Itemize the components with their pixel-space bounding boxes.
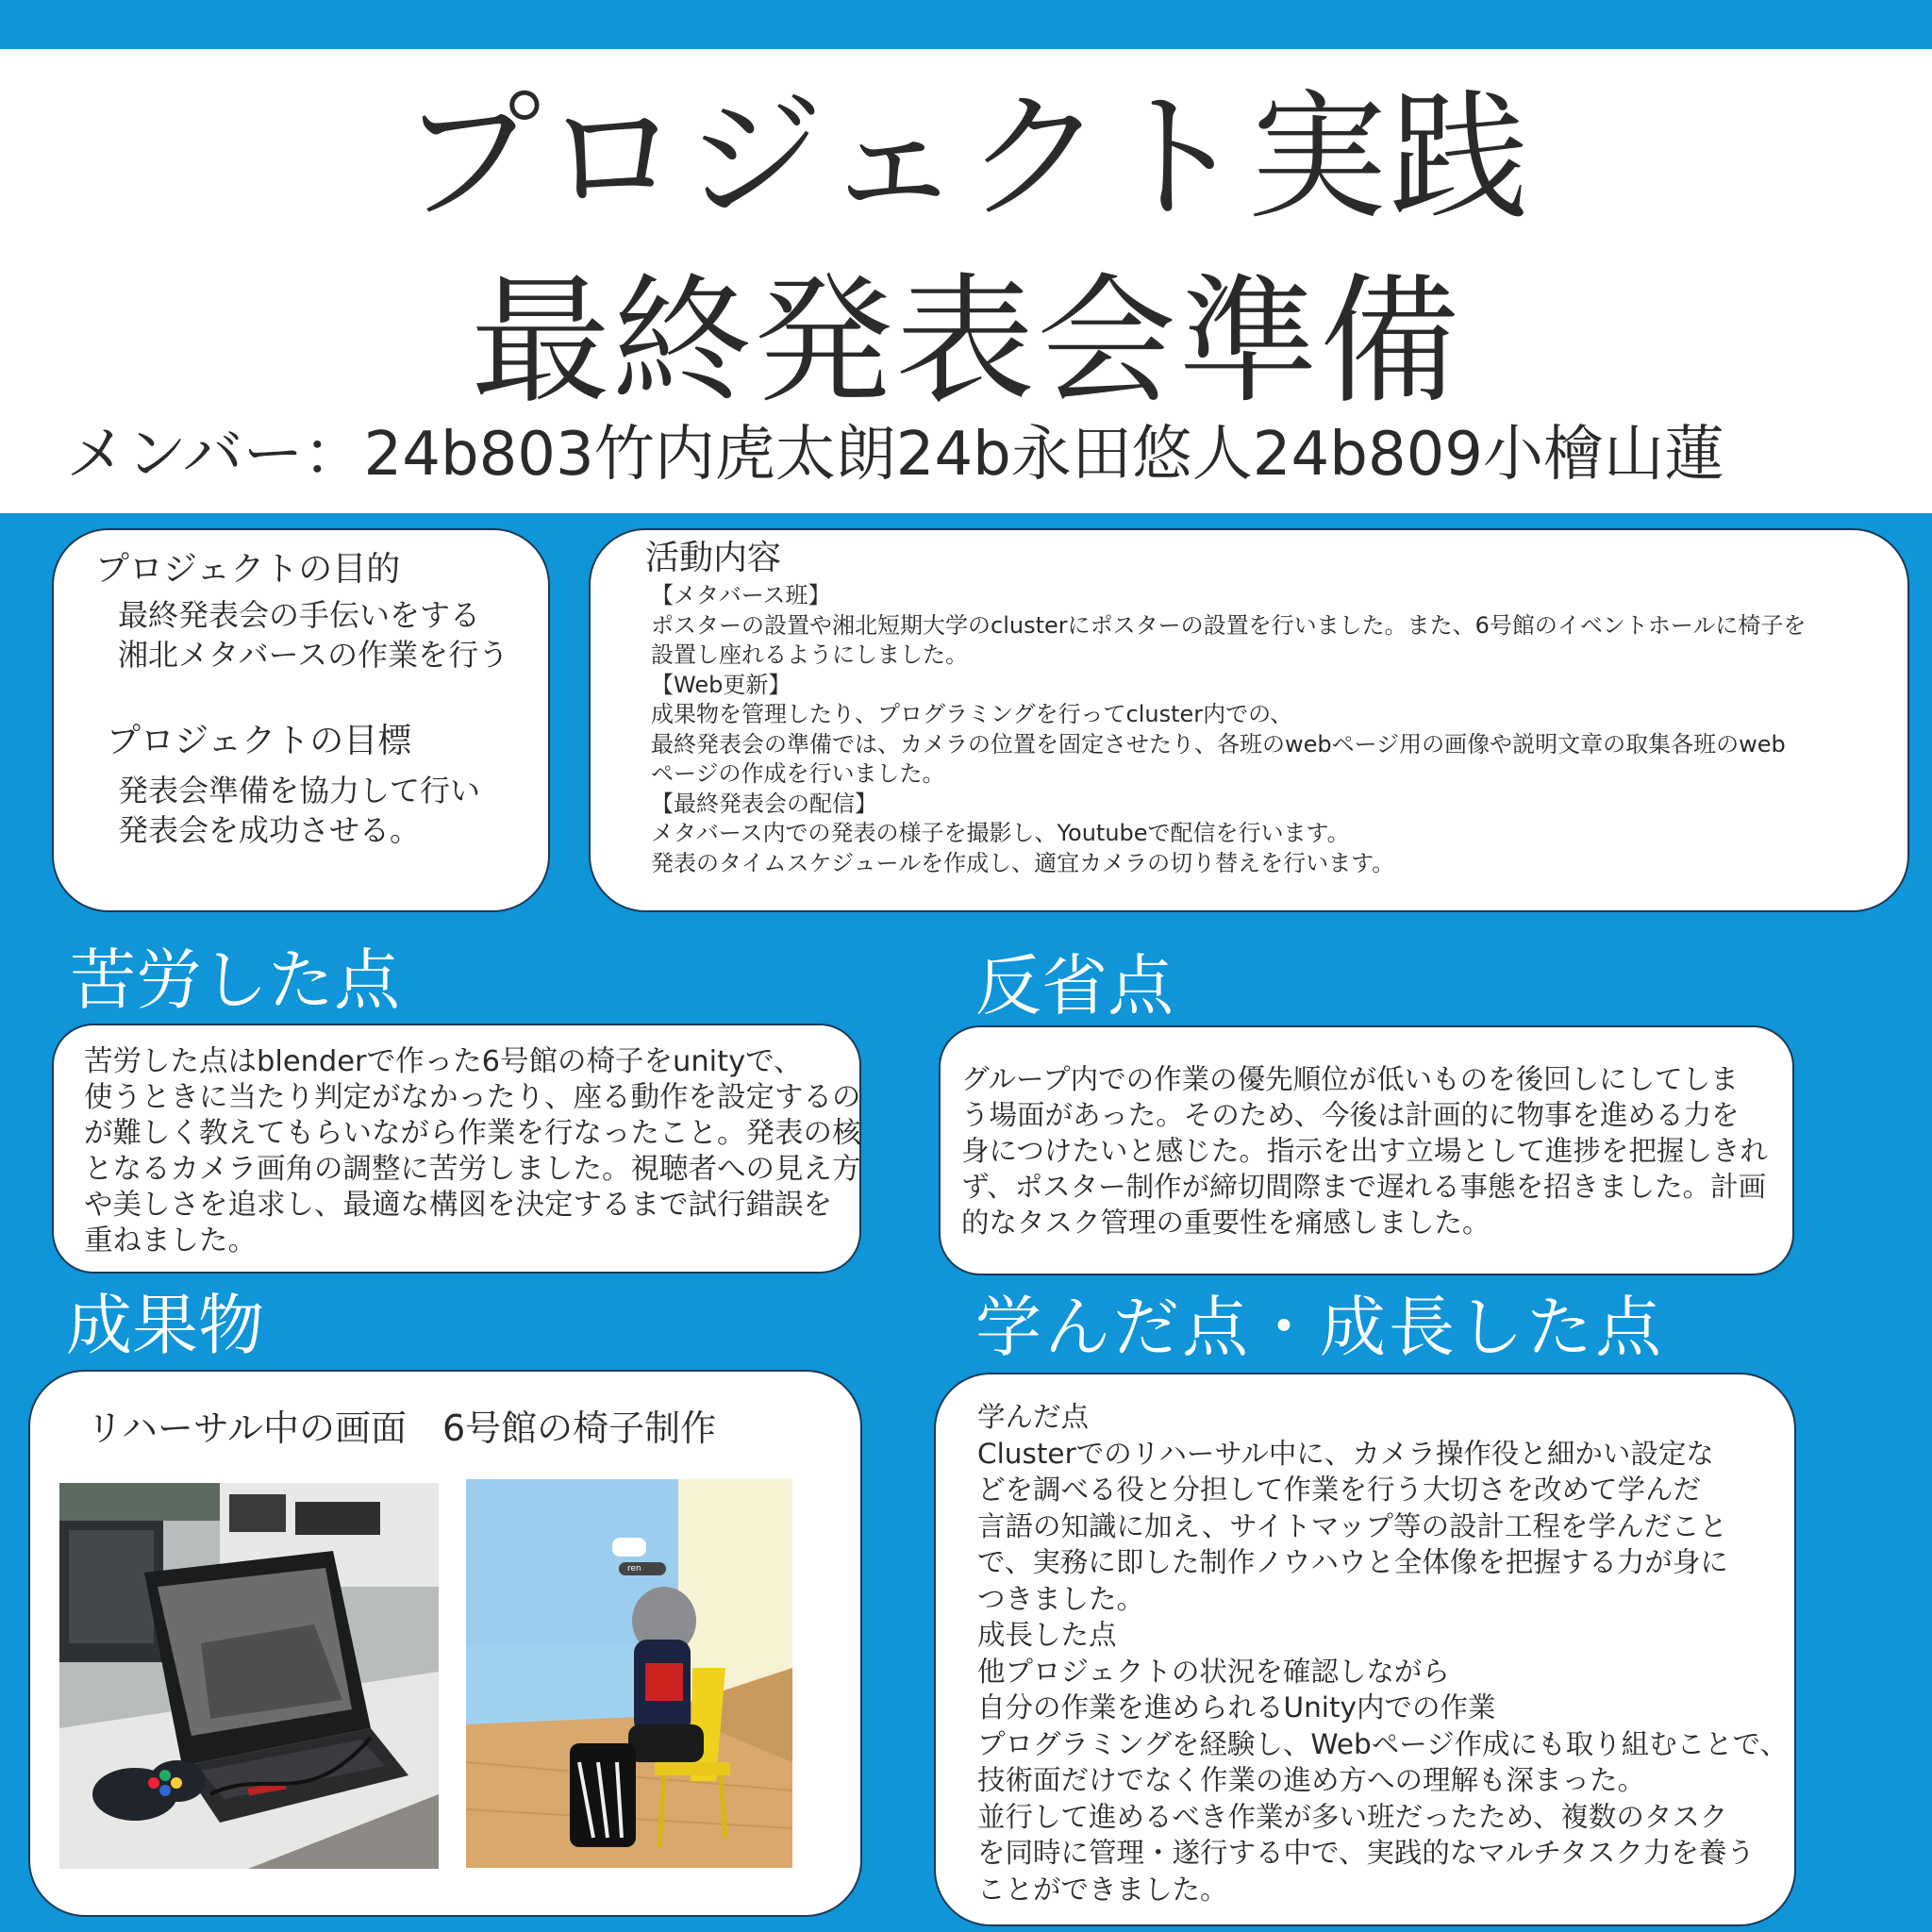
hardships-line-6: 重ねました。 [84, 1224, 257, 1257]
purpose-line-1: 最終発表会の手伝いをする [118, 597, 481, 633]
learned-line-4: 言語の知識に加え、サイトマップ等の設計工程を学んだこと [977, 1509, 1728, 1542]
goal-line-2: 発表会を成功させる。 [118, 812, 421, 848]
members-line: メンバー：24b803竹内虎太朗24b永田悠人24b809小檜山蓮 [66, 420, 1725, 490]
reflection-line-3: 身につけたいと感じた。指示を出す立場として進捗を把握しきれ [961, 1135, 1768, 1167]
reflection-box [939, 1025, 1794, 1275]
deliverables-box [28, 1370, 862, 1917]
activities-line-8: 【最終発表会の配信】 [651, 790, 877, 817]
hardships-line-1: 苦労した点はblenderで作った6号館の椅子をunityで、 [84, 1045, 803, 1078]
goal-heading: プロジェクトの目標 [107, 722, 412, 760]
activities-line-4: 【Web更新】 [651, 671, 791, 698]
activities-line-7: ページの作成を行いました。 [651, 760, 945, 787]
hardships-box [52, 1024, 861, 1274]
learned-line-9: 自分の作業を進められるUnity内での作業 [977, 1691, 1496, 1724]
activities-line-1: 【メタバース班】 [651, 582, 831, 608]
learned-line-11: 技術面だけでなく作業の進め方への理解も深まった。 [977, 1764, 1646, 1796]
reflection-line-4: ず、ポスター制作が締切間際まで遅れる事態を招きました。計画 [961, 1171, 1767, 1203]
learned-line-5: で、実務に即した制作ノウハウと全体像を把握する力が身に [977, 1546, 1728, 1578]
hardships-line-3: が難しく教えてもらいながら作業を行なったこと。発表の核 [84, 1117, 861, 1150]
hardships-line-2: 使うときに当たり判定がなかったり、座る動作を設定するの [84, 1081, 861, 1114]
learned-line-6: つきました。 [977, 1582, 1145, 1615]
activities-line-6: 最終発表会の準備では、カメラの位置を固定させたり、各班のwebページ用の画像や説明文章の取集各班のweb [651, 730, 1786, 758]
learned-line-7: 成長した点 [977, 1619, 1117, 1651]
learned-line-3: どを調べる役と分担して作業を行う大切さを改めて学んだ [977, 1474, 1702, 1506]
reflection-heading: 反省点 [975, 947, 1174, 1024]
title-line-2: 最終発表会準備 [471, 260, 1461, 423]
learned-line-10: プログラミングを経験し、Webページ作成にも取り組むことで、 [977, 1727, 1789, 1760]
activities-line-3: 設置し座れるようにしました。 [651, 641, 968, 668]
rehearsal-photo [59, 1483, 439, 1869]
deliverables-heading: 成果物 [66, 1287, 264, 1364]
activities-box [589, 528, 1909, 912]
activities-line-10: 発表のタイムスケジュールを作成し、適宜カメラの切り替えを行います。 [651, 849, 1395, 876]
learned-line-12: 並行して進めるべき作業が多い班だったため、複数のタスク [977, 1800, 1728, 1833]
activities-line-5: 成果物を管理したり、プログラミングを行ってcluster内での、 [651, 701, 1293, 727]
deliverables-caption: リハーサル中の画面 6号館の椅子制作 [87, 1407, 717, 1449]
hardships-heading: 苦労した点 [70, 941, 400, 1019]
activities-heading: 活動内容 [645, 539, 782, 577]
avatar-name-tag: ren [627, 1564, 641, 1574]
reflection-line-2: う場面があった。そのため、今後は計画的に物事を進める力を [961, 1099, 1740, 1131]
learned-line-2: Clusterでのリハーサル中に、カメラ操作役と細かい設定な [977, 1437, 1714, 1470]
reflection-line-5: 的なタスク管理の重要性を痛感しました。 [961, 1207, 1491, 1239]
learned-line-8: 他プロジェクトの状況を確認しながら [977, 1655, 1450, 1688]
chair-production-photo [466, 1479, 792, 1868]
chair-photo-illustration [466, 1479, 792, 1868]
purpose-line-2: 湘北メタバースの作業を行う [118, 637, 509, 673]
poster-header [0, 49, 1932, 513]
hardships-line-5: や美しさを追求し、最適な構図を決定するまで試行錯誤を [84, 1189, 832, 1222]
learned-heading: 学んだ点・成長した点 [975, 1289, 1664, 1366]
learned-line-13: を同時に管理・遂行する中で、実践的なマルチタスク力を養う [977, 1837, 1755, 1869]
learned-line-14: ことができました。 [977, 1873, 1228, 1906]
purpose-goal-box [52, 528, 550, 912]
goal-line-1: 発表会準備を協力して行い [118, 773, 481, 808]
title-line-1: プロジェクト実践 [401, 76, 1531, 239]
activities-line-2: ポスターの設置や湘北短期大学のclusterにポスターの設置を行いました。また、6号館のイベントホールに椅子を [651, 611, 1807, 639]
purpose-heading: プロジェクトの目的 [95, 550, 401, 589]
learned-box [934, 1373, 1796, 1926]
hardships-line-4: となるカメラ画角の調整に苦労しました。視聴者への見え方 [84, 1153, 861, 1186]
rehearsal-photo-illustration [59, 1483, 439, 1869]
learned-line-1: 学んだ点 [977, 1401, 1090, 1433]
reflection-line-1: グループ内での作業の優先順位が低いものを後回しにしてしま [961, 1063, 1739, 1095]
activities-line-9: メタバース内での発表の様子を撮影し、Youtubeで配信を行います。 [651, 820, 1350, 846]
